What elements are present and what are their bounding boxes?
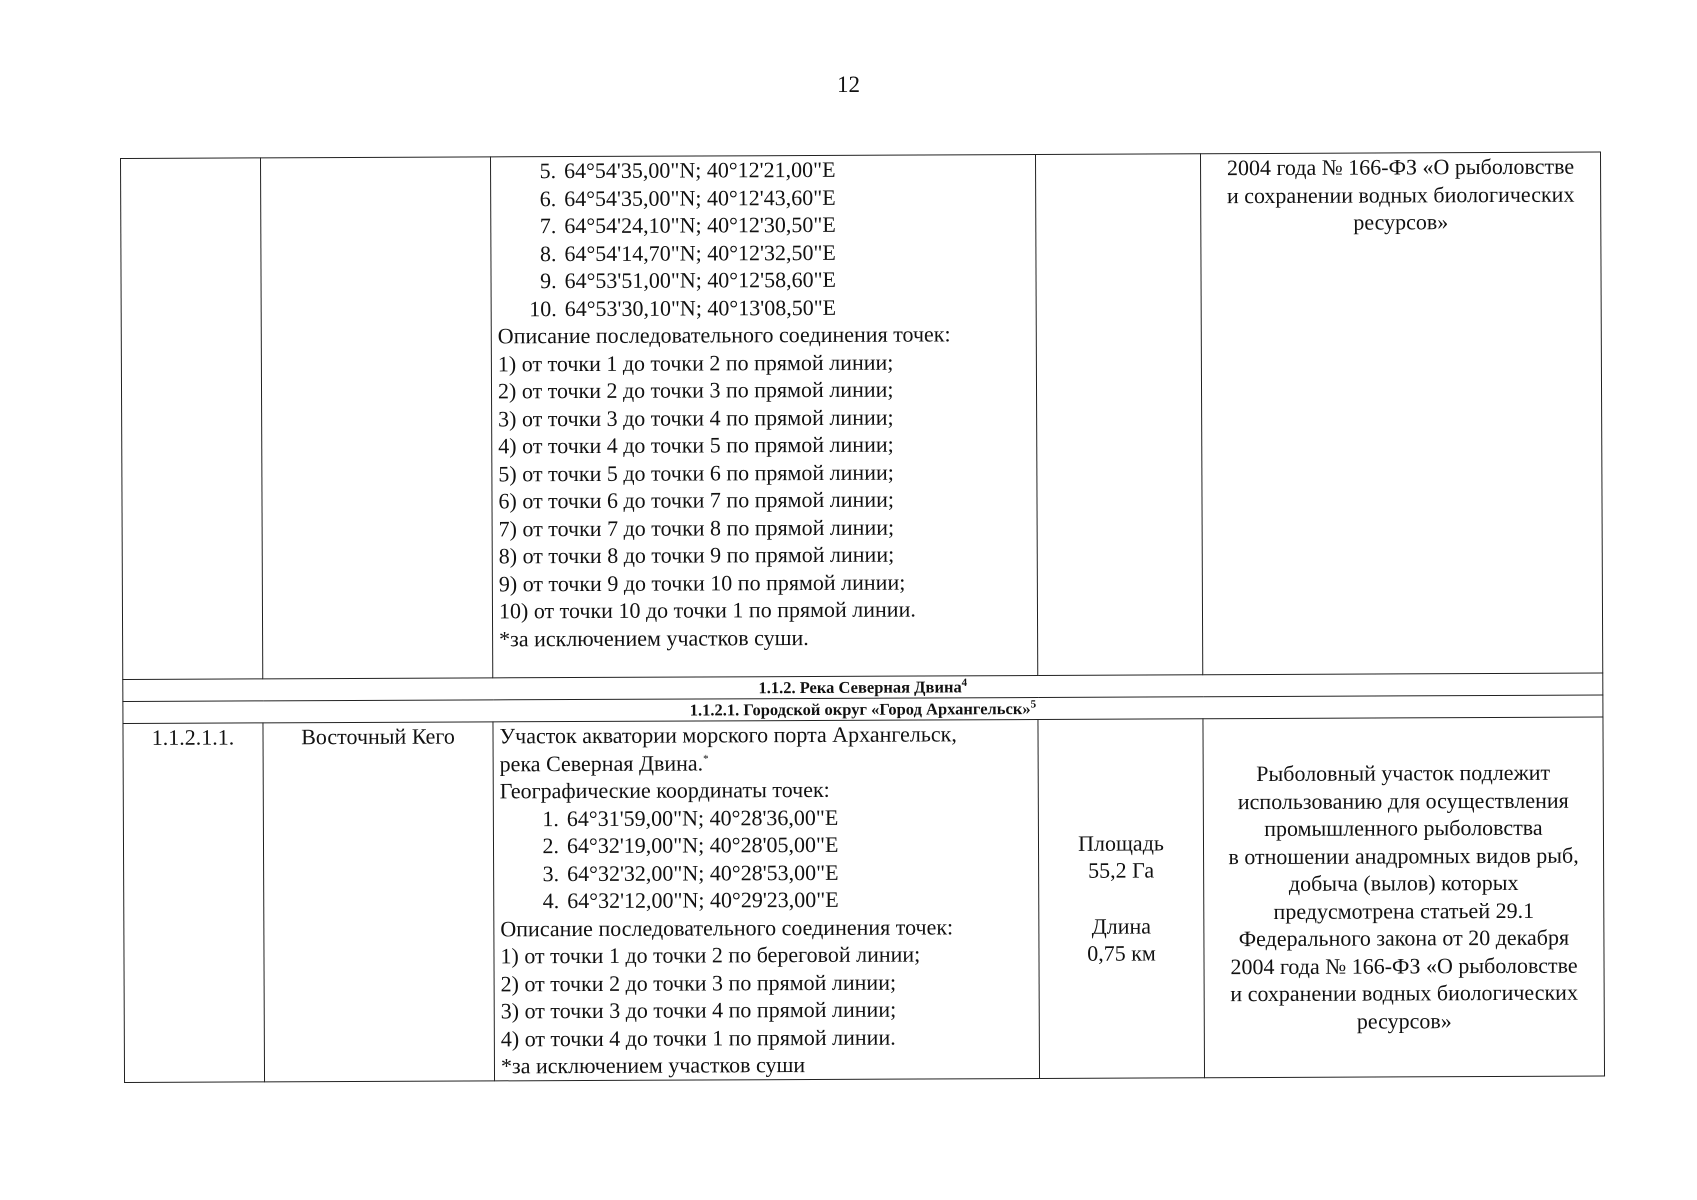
- list-item: 7. 64°54'24,10"N; 40°12'30,50"E: [539, 211, 836, 239]
- boundaries-cell: [490, 155, 1037, 678]
- connection-line: 3) от точки 3 до точки 4 по прямой линии;: [498, 404, 894, 431]
- list-item: 9. 64°53'51,00"N; 40°12'58,60"E: [539, 266, 837, 294]
- connection-line: 6) от точки 6 до точки 7 по прямой линии;: [498, 486, 895, 514]
- remark-line: 2004 года № 166-ФЗ «О рыболовстве: [1230, 952, 1578, 979]
- remark-line: ресурсов»: [1353, 209, 1449, 235]
- land-exclusion-note: *за исключением участков суши: [500, 1052, 806, 1079]
- list-item: 6. 64°54'35,00"N; 40°12'43,60"E: [539, 184, 836, 211]
- connection-line: 1) от точки 1 до точки 2 по береговой линии;: [500, 941, 921, 969]
- list-item: 3. 64°32'32,00"N; 40°28'53,00"E: [542, 859, 839, 886]
- list-item: 5. 64°54'35,00"N; 40°12'21,00"E: [539, 156, 836, 184]
- area-size-cell: [1038, 719, 1205, 1078]
- list-item: 1. 64°31'59,00"N; 40°28'36,00"E: [542, 804, 839, 831]
- land-exclusion-note: *за исключением участков суши.: [499, 624, 809, 651]
- list-item: 2. 64°32'19,00"N; 40°28'05,00"E: [542, 831, 839, 859]
- remark-line: использованию для осуществления: [1237, 787, 1569, 814]
- connection-line: 9) от точки 9 до точки 10 по прямой линии;: [498, 569, 906, 596]
- connection-description-title: Описание последовательного соединения точек:: [500, 913, 954, 941]
- list-item: 10. 64°53'30,10"N; 40°13'08,50"E: [529, 294, 837, 321]
- area-name-cell: [261, 157, 493, 679]
- connection-line: 2) от точки 2 до точки 3 по прямой линии;: [500, 969, 897, 996]
- connection-line: 1) от точки 1 до точки 2 по прямой линии;: [497, 349, 894, 376]
- connection-line: 7) от точки 7 до точки 8 по прямой линии;: [498, 514, 895, 541]
- connection-line: 5) от точки 5 до точки 6 по прямой линии;: [498, 459, 894, 486]
- remark-line: ресурсов»: [1356, 1007, 1452, 1034]
- list-item: 8. 64°54'14,70"N; 40°12'32,50"E: [539, 239, 836, 266]
- list-item: 4. 64°32'12,00"N; 40°29'23,00"E: [542, 886, 839, 914]
- area-name-cell: Восточный Кего: [263, 722, 495, 1082]
- length-value: 0,75 км: [1087, 940, 1156, 967]
- area-description: Участок акватории морского порта Архангельск,: [499, 721, 957, 749]
- coordinates-title: Географические координаты точек:: [499, 776, 830, 804]
- remark-line: и сохранении водных биологических: [1230, 979, 1578, 1007]
- connection-line: 3) от точки 3 до точки 4 по прямой линии;: [500, 996, 897, 1024]
- remark-line: промышленного рыболовства: [1264, 815, 1543, 842]
- remark-line: Рыболовный участок подлежит: [1256, 760, 1551, 787]
- remark-line: Федерального закона от 20 декабря: [1238, 924, 1570, 952]
- connection-description-title: Описание последовательного соединения точек:: [497, 321, 951, 349]
- row-number-cell: [121, 158, 263, 680]
- remark-line: 2004 года № 166-ФЗ «О рыболовстве: [1226, 153, 1575, 181]
- section-heading: 1.1.2.1. Городской округ «Город Архангельск»$^5$: [123, 695, 1603, 723]
- area-label: Площадь: [1078, 830, 1164, 856]
- remark-line: добыча (вылов) которых: [1288, 870, 1519, 897]
- remarks-cell: [1200, 152, 1602, 675]
- coordinates-list: [497, 155, 1030, 322]
- remark-line: предусмотрена статьей 29.1: [1273, 897, 1535, 924]
- table-row: [123, 717, 1605, 1082]
- remarks-cell: [1203, 717, 1605, 1077]
- connection-line: 4) от точки 4 до точки 1 по прямой линии.: [500, 1024, 896, 1051]
- length-label: Длина: [1091, 913, 1152, 939]
- table-row: [121, 152, 1603, 679]
- connection-line: 4) от точки 4 до точки 5 по прямой линии;: [498, 431, 894, 459]
- coordinates-list: [500, 803, 1032, 915]
- boundaries-cell: [493, 720, 1040, 1081]
- area-description: река Северная Двина.*: [499, 749, 709, 776]
- row-number-cell: 1.1.2.1.1.: [123, 723, 265, 1082]
- remark-line: в отношении анадромных видов рыб,: [1228, 842, 1579, 869]
- section-heading: 1.1.2. Река Северная Двина$^4$: [123, 673, 1603, 701]
- connection-line: 10) от точки 10 до точки 1 по прямой линии.: [498, 596, 916, 624]
- area-value: 55,2 Га: [1088, 857, 1155, 884]
- area-size-cell: [1035, 154, 1202, 676]
- connection-line: 2) от точки 2 до точки 3 по прямой линии;: [497, 376, 894, 404]
- fishing-areas-table: [120, 152, 1605, 1083]
- connection-line: 8) от точки 8 до точки 9 по прямой линии;: [498, 541, 895, 569]
- page-number: 12: [837, 72, 860, 97]
- remark-line: и сохранении водных биологических: [1226, 181, 1575, 208]
